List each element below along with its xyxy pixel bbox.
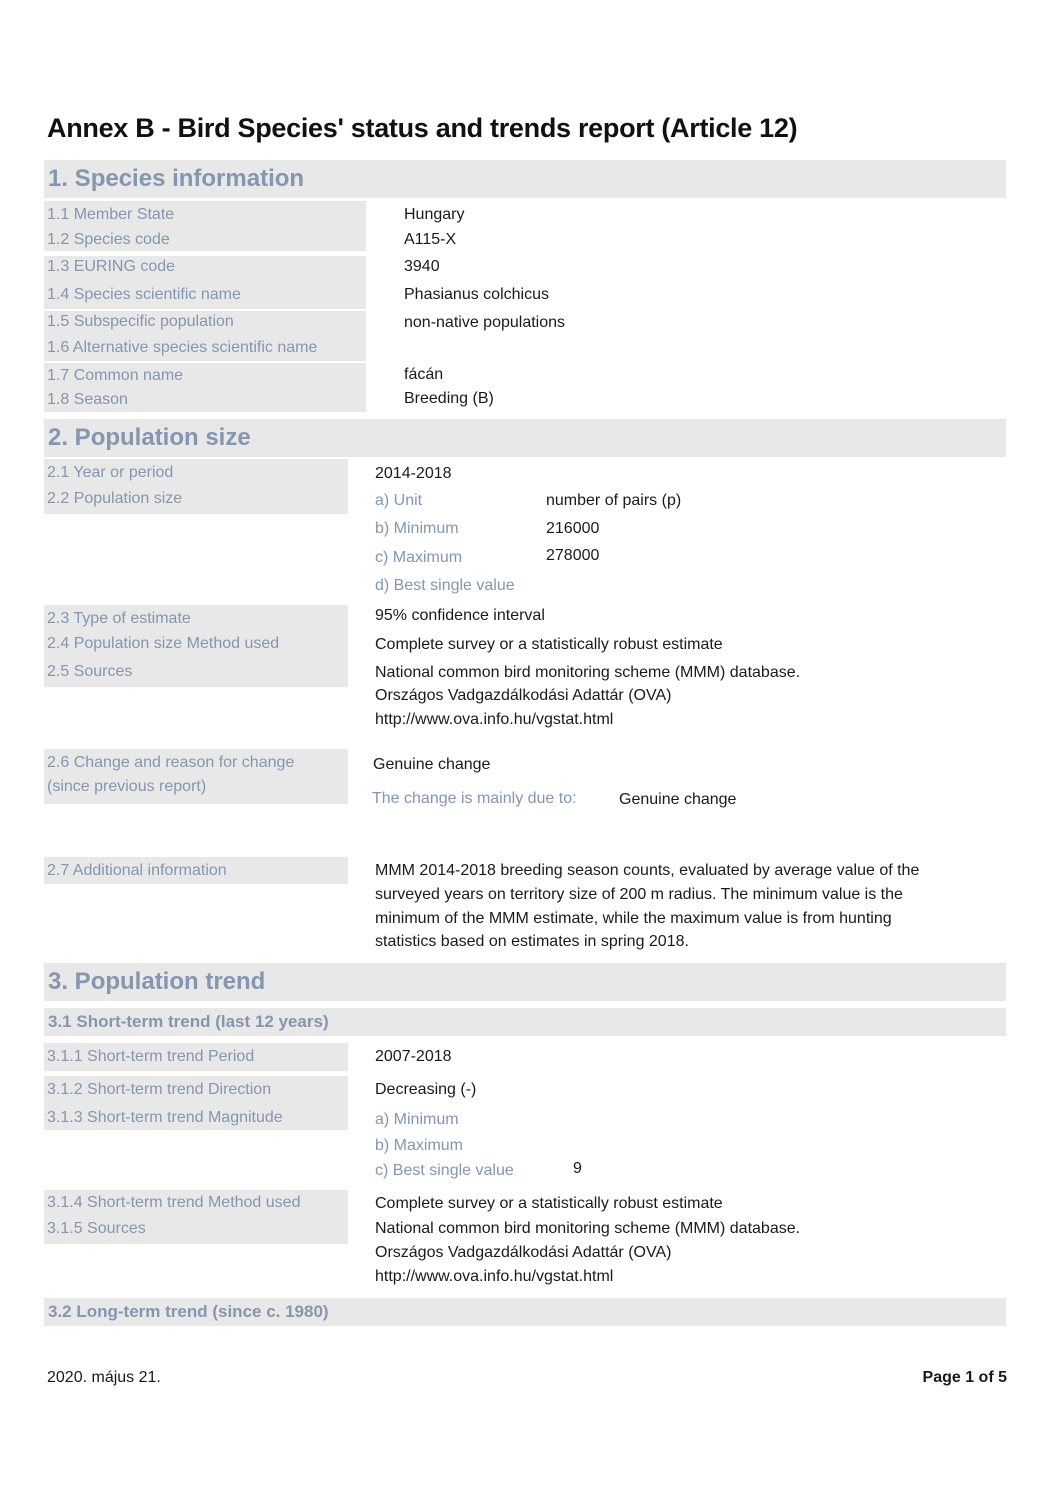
value-method-used: Complete survey or a statistically robust estimate: [375, 636, 723, 653]
label-subspecific-population: 1.5 Subspecific population: [47, 313, 234, 330]
section-1-heading: 1. Species information: [48, 165, 305, 192]
value-source-line: http://www.ova.info.hu/vgstat.html: [375, 1268, 614, 1285]
subsection-3-1-heading: 3.1 Short-term trend (last 12 years): [48, 1012, 329, 1031]
label-since-previous-report: (since previous report): [47, 778, 207, 795]
subsection-3-2-header: [44, 1298, 1006, 1326]
value-minimum: 216000: [546, 520, 600, 537]
footer-page-number: Page 1 of 5: [922, 1369, 1007, 1386]
label-species-code: 1.2 Species code: [47, 231, 170, 248]
label-method-used: 2.4 Population size Method used: [47, 635, 280, 652]
label-euring-code: 1.3 EURING code: [47, 258, 176, 275]
value-short-term-method: Complete survey or a statistically robust estimate: [375, 1195, 723, 1212]
value-scientific-name: Phasianus colchicus: [404, 286, 549, 303]
value-change-reason: Genuine change: [619, 791, 737, 808]
label-scientific-name: 1.4 Species scientific name: [47, 286, 241, 303]
value-additional-info-line: surveyed years on territory size of 200 m radius. The minimum value is the: [375, 886, 903, 903]
label-short-term-period: 3.1.1 Short-term trend Period: [47, 1048, 255, 1065]
value-type-of-estimate: 95% confidence interval: [375, 607, 545, 624]
value-subspecific-population: non-native populations: [404, 314, 566, 331]
label-change-mainly-due-to: The change is mainly due to:: [372, 790, 577, 807]
value-change: Genuine change: [373, 756, 491, 773]
value-euring-code: 3940: [404, 258, 440, 275]
label-minimum: b) Minimum: [375, 520, 459, 537]
section-1-header: [44, 160, 1006, 198]
subsection-3-1-header: [44, 1008, 1006, 1036]
label-magnitude-maximum: b) Maximum: [375, 1137, 464, 1154]
value-unit: number of pairs (p): [546, 492, 682, 509]
subsection-3-2-heading: 3.2 Long-term trend (since c. 1980): [48, 1302, 329, 1321]
label-best-single-value: d) Best single value: [375, 577, 515, 594]
label-common-name: 1.7 Common name: [47, 367, 184, 384]
value-additional-info-line: MMM 2014-2018 breeding season counts, evaluated by average value of the: [375, 862, 920, 879]
label-unit: a) Unit: [375, 492, 423, 509]
label-sources: 2.5 Sources: [47, 663, 133, 680]
section-2-header: [44, 419, 1006, 457]
section-3-heading: 3. Population trend: [48, 968, 266, 995]
label-magnitude-best-single-value: c) Best single value: [375, 1162, 514, 1179]
footer-date: 2020. május 21.: [47, 1369, 161, 1386]
value-source-line: Országos Vadgazdálkodási Adattár (OVA): [375, 1244, 672, 1261]
label-magnitude-minimum: a) Minimum: [375, 1111, 459, 1128]
value-source-line: http://www.ova.info.hu/vgstat.html: [375, 711, 614, 728]
value-common-name: fácán: [404, 366, 444, 383]
value-additional-info-line: minimum of the MMM estimate, while the maximum value is from hunting: [375, 910, 892, 927]
value-member-state: Hungary: [404, 206, 465, 223]
value-source-line: National common bird monitoring scheme (MMM) database.: [375, 664, 801, 681]
label-change-reason: 2.6 Change and reason for change: [47, 754, 295, 771]
label-type-of-estimate: 2.3 Type of estimate: [47, 610, 191, 627]
value-magnitude-best-single-value: 9: [573, 1160, 582, 1177]
label-short-term-magnitude: 3.1.3 Short-term trend Magnitude: [47, 1109, 283, 1126]
value-short-term-direction: Decreasing (-): [375, 1081, 477, 1098]
value-additional-info-line: statistics based on estimates in spring 2018.: [375, 933, 689, 950]
value-short-term-period: 2007-2018: [375, 1048, 452, 1065]
value-species-code: A115-X: [404, 231, 457, 248]
value-source-line: Országos Vadgazdálkodási Adattár (OVA): [375, 687, 672, 704]
label-population-size: 2.2 Population size: [47, 490, 183, 507]
value-season: Breeding (B): [404, 390, 494, 407]
label-additional-info: 2.7 Additional information: [47, 862, 227, 879]
label-year-period: 2.1 Year or period: [47, 464, 174, 481]
label-member-state: 1.1 Member State: [47, 206, 175, 223]
label-season: 1.8 Season: [47, 391, 128, 408]
section-3-header: [44, 963, 1006, 1001]
value-source-line: National common bird monitoring scheme (MMM) database.: [375, 1220, 801, 1237]
label-maximum: c) Maximum: [375, 549, 463, 566]
document-title: Annex B - Bird Species' status and trends report (Article 12): [47, 113, 798, 143]
section-2-heading: 2. Population size: [48, 424, 251, 451]
value-maximum: 278000: [546, 547, 600, 564]
label-short-term-direction: 3.1.2 Short-term trend Direction: [47, 1081, 272, 1098]
label-alt-scientific-name: 1.6 Alternative species scientific name: [47, 339, 318, 356]
label-short-term-sources: 3.1.5 Sources: [47, 1220, 146, 1237]
label-short-term-method: 3.1.4 Short-term trend Method used: [47, 1194, 301, 1211]
value-year-period: 2014-2018: [375, 465, 452, 482]
